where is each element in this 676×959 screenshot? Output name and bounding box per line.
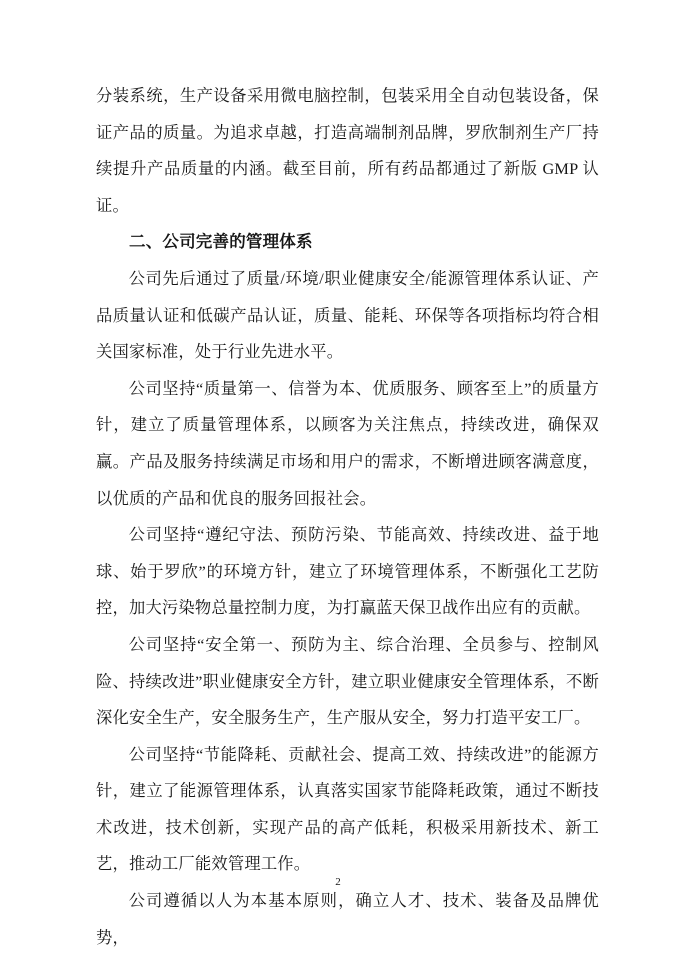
page-number: 2 xyxy=(335,876,341,888)
paragraph: 公司坚持“安全第一、预防为主、综合治理、全员参与、控制风险、持续改进”职业健康安全方针，建立职业健康安全管理体系，不断深化安全生产，安全服务生产，生产服从安全，努力打造平安工厂。 xyxy=(96,634,599,728)
document-text-block xyxy=(96,78,599,956)
paragraph: 公司遵循以人为本基本原则，确立人才、技术、装备及品牌优势， xyxy=(96,891,599,947)
paragraph: 分装系统，生产设备采用微电脑控制，包装采用全自动包装设备，保证产品的质量。为追求卓越，打造高端制剂品牌，罗欣制剂生产厂持续提升产品质量的内涵。截至目前，所有药品都通过了新版 GMP 认证。 xyxy=(96,86,599,215)
paragraph: 公司坚持“质量第一、信誉为本、优质服务、顾客至上”的质量方针，建立了质量管理体系，以顾客为关注焦点，持续改进，确保双赢。产品及服务持续满足市场和用户的需求，不断增进顾客满意度，以优质的产品和优良的服务回报社会。 xyxy=(96,378,599,508)
paragraph: 公司坚持“节能降耗、贡献社会、提高工效、持续改进”的能源方针，建立了能源管理体系，认真落实国家节能降耗政策，通过不断技术改进，技术创新，实现产品的高产低耗，积极采用新技术、新工艺，推动工厂能效管理工作。 xyxy=(96,744,599,874)
paragraph: 公司坚持“遵纪守法、预防污染、节能高效、持续改进、益于地球、始于罗欣”的环境方针，建立了环境管理体系，不断强化工艺防控，加大污染物总量控制力度，为打赢蓝天保卫战作出应有的贡献。 xyxy=(96,525,599,618)
section-heading: 二、公司完善的管理体系 xyxy=(129,233,313,252)
page-footer xyxy=(0,872,676,890)
paragraph: 公司先后通过了质量/环境/职业健康安全/能源管理体系认证、产品质量认证和低碳产品认证，质量、能耗、环保等各项指标均符合相关国家标准，处于行业先进水平。 xyxy=(96,268,599,362)
